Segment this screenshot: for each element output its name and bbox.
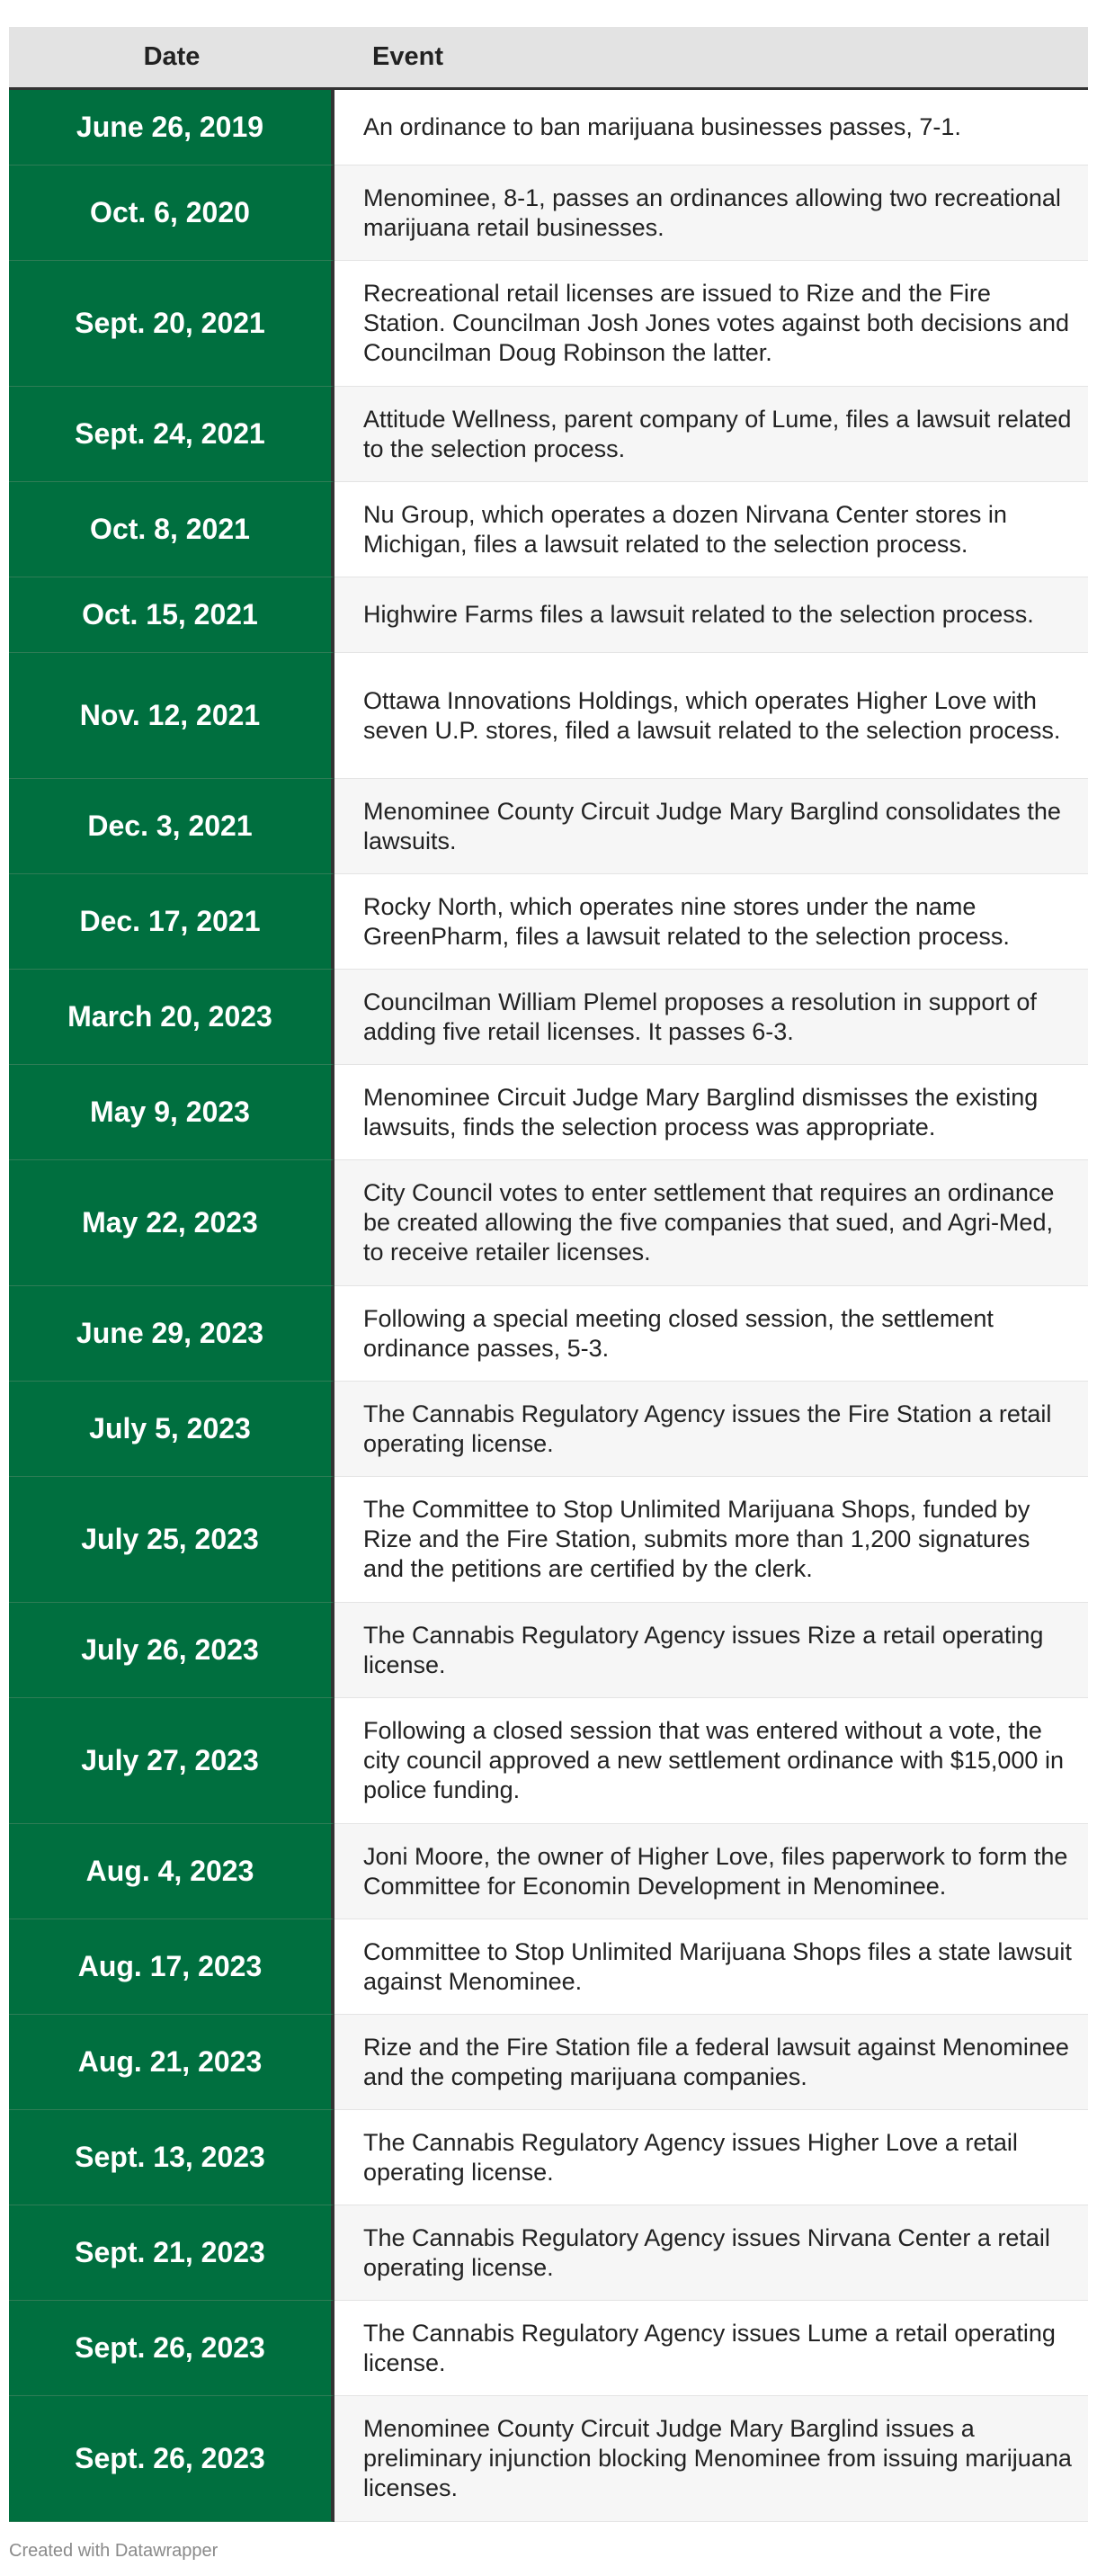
event-cell: Menominee County Circuit Judge Mary Barglind consolidates the lawsuits. [334,779,1088,874]
table-row [9,2205,1088,2301]
date-cell: Dec. 3, 2021 [9,779,334,874]
date-cell: Sept. 24, 2021 [9,387,334,482]
event-cell: Following a closed session that was entered without a vote, the city council approved a new settlement ordinance with $15,000 in police funding. [334,1698,1088,1824]
date-cell: Aug. 21, 2023 [9,2015,334,2110]
table-row [9,1286,1088,1382]
table-row [9,970,1088,1065]
datawrapper-credit[interactable]: Created with Datawrapper [9,2541,219,2561]
date-cell: Sept. 26, 2023 [9,2301,334,2396]
event-cell: The Committee to Stop Unlimited Marijuana Shops, funded by Rize and the Fire Station, submits more than 1,200 signatures and the petitions are certified by the clerk. [334,1477,1088,1603]
event-cell: Rocky North, which operates nine stores under the name GreenPharm, files a lawsuit related to the selection process. [334,874,1088,970]
table-row [9,653,1088,779]
date-cell: Sept. 20, 2021 [9,261,334,387]
date-cell: July 27, 2023 [9,1698,334,1824]
table-row [9,2110,1088,2205]
table-row [9,1919,1088,2015]
table-row [9,1477,1088,1603]
event-cell: Ottawa Innovations Holdings, which operates Higher Love with seven U.P. stores, filed a lawsuit related to the selection process. [334,653,1088,779]
table-header [9,27,1088,90]
event-cell: Recreational retail licenses are issued to Rize and the Fire Station. Councilman Josh Jones votes against both decisions and Councilman Doug Robinson the latter. [334,261,1088,387]
event-cell: Menominee, 8-1, passes an ordinances allowing two recreational marijuana retail businesses. [334,165,1088,261]
event-cell: The Cannabis Regulatory Agency issues Higher Love a retail operating license. [334,2110,1088,2205]
event-cell: The Cannabis Regulatory Agency issues Nirvana Center a retail operating license. [334,2205,1088,2301]
date-cell: Aug. 17, 2023 [9,1919,334,2015]
table-row [9,387,1088,482]
column-header-event: Event [372,42,443,71]
table-row [9,482,1088,577]
event-cell: Rize and the Fire Station file a federal lawsuit against Menominee and the competing marijuana companies. [334,2015,1088,2110]
event-cell: Joni Moore, the owner of Higher Love, files paperwork to form the Committee for Economin Development in Menominee. [334,1824,1088,1919]
date-cell: July 25, 2023 [9,1477,334,1603]
date-cell: May 22, 2023 [9,1160,334,1286]
date-cell: June 26, 2019 [9,90,334,165]
table-row [9,165,1088,261]
event-cell: Highwire Farms files a lawsuit related to the selection process. [334,577,1088,653]
table-row [9,779,1088,874]
table-row [9,1698,1088,1824]
table-row [9,1065,1088,1160]
date-cell: Sept. 21, 2023 [9,2205,334,2301]
date-cell: Nov. 12, 2021 [9,653,334,779]
date-cell: May 9, 2023 [9,1065,334,1160]
event-cell: An ordinance to ban marijuana businesses passes, 7-1. [334,90,1088,165]
date-cell: Sept. 13, 2023 [9,2110,334,2205]
table-body [9,90,1088,2522]
table-row [9,261,1088,387]
table-row [9,90,1088,165]
date-cell: June 29, 2023 [9,1286,334,1382]
column-header-date: Date [143,42,201,71]
table-row [9,1603,1088,1698]
date-cell: Aug. 4, 2023 [9,1824,334,1919]
table-row [9,1824,1088,1919]
date-cell: Sept. 26, 2023 [9,2396,334,2522]
date-cell: Oct. 15, 2021 [9,577,334,653]
date-cell: Oct. 6, 2020 [9,165,334,261]
table-row [9,577,1088,653]
event-cell: Menominee Circuit Judge Mary Barglind dismisses the existing lawsuits, finds the selection process was appropriate. [334,1065,1088,1160]
event-cell: The Cannabis Regulatory Agency issues the Fire Station a retail operating license. [334,1382,1088,1477]
event-cell: Committee to Stop Unlimited Marijuana Shops files a state lawsuit against Menominee. [334,1919,1088,2015]
date-cell: Oct. 8, 2021 [9,482,334,577]
event-cell: City Council votes to enter settlement that requires an ordinance be created allowing the five companies that sued, and Agri-Med, to receive retailer licenses. [334,1160,1088,1286]
event-cell: Menominee County Circuit Judge Mary Barglind issues a preliminary injunction blocking Menominee from issuing marijuana licenses. [334,2396,1088,2522]
table-row [9,1160,1088,1286]
event-cell: Councilman William Plemel proposes a resolution in support of adding five retail licenses. It passes 6-3. [334,970,1088,1065]
table-row [9,874,1088,970]
event-cell: Nu Group, which operates a dozen Nirvana Center stores in Michigan, files a lawsuit related to the selection process. [334,482,1088,577]
table-row [9,1382,1088,1477]
event-cell: Attitude Wellness, parent company of Lume, files a lawsuit related to the selection process. [334,387,1088,482]
event-cell: Following a special meeting closed session, the settlement ordinance passes, 5-3. [334,1286,1088,1382]
date-cell: July 5, 2023 [9,1382,334,1477]
timeline-table [9,27,1088,2522]
event-cell: The Cannabis Regulatory Agency issues Lume a retail operating license. [334,2301,1088,2396]
table-row [9,2396,1088,2522]
date-cell: March 20, 2023 [9,970,334,1065]
event-cell: The Cannabis Regulatory Agency issues Rize a retail operating license. [334,1603,1088,1698]
table-row [9,2015,1088,2110]
table-row [9,2301,1088,2396]
date-cell: Dec. 17, 2021 [9,874,334,970]
date-cell: July 26, 2023 [9,1603,334,1698]
